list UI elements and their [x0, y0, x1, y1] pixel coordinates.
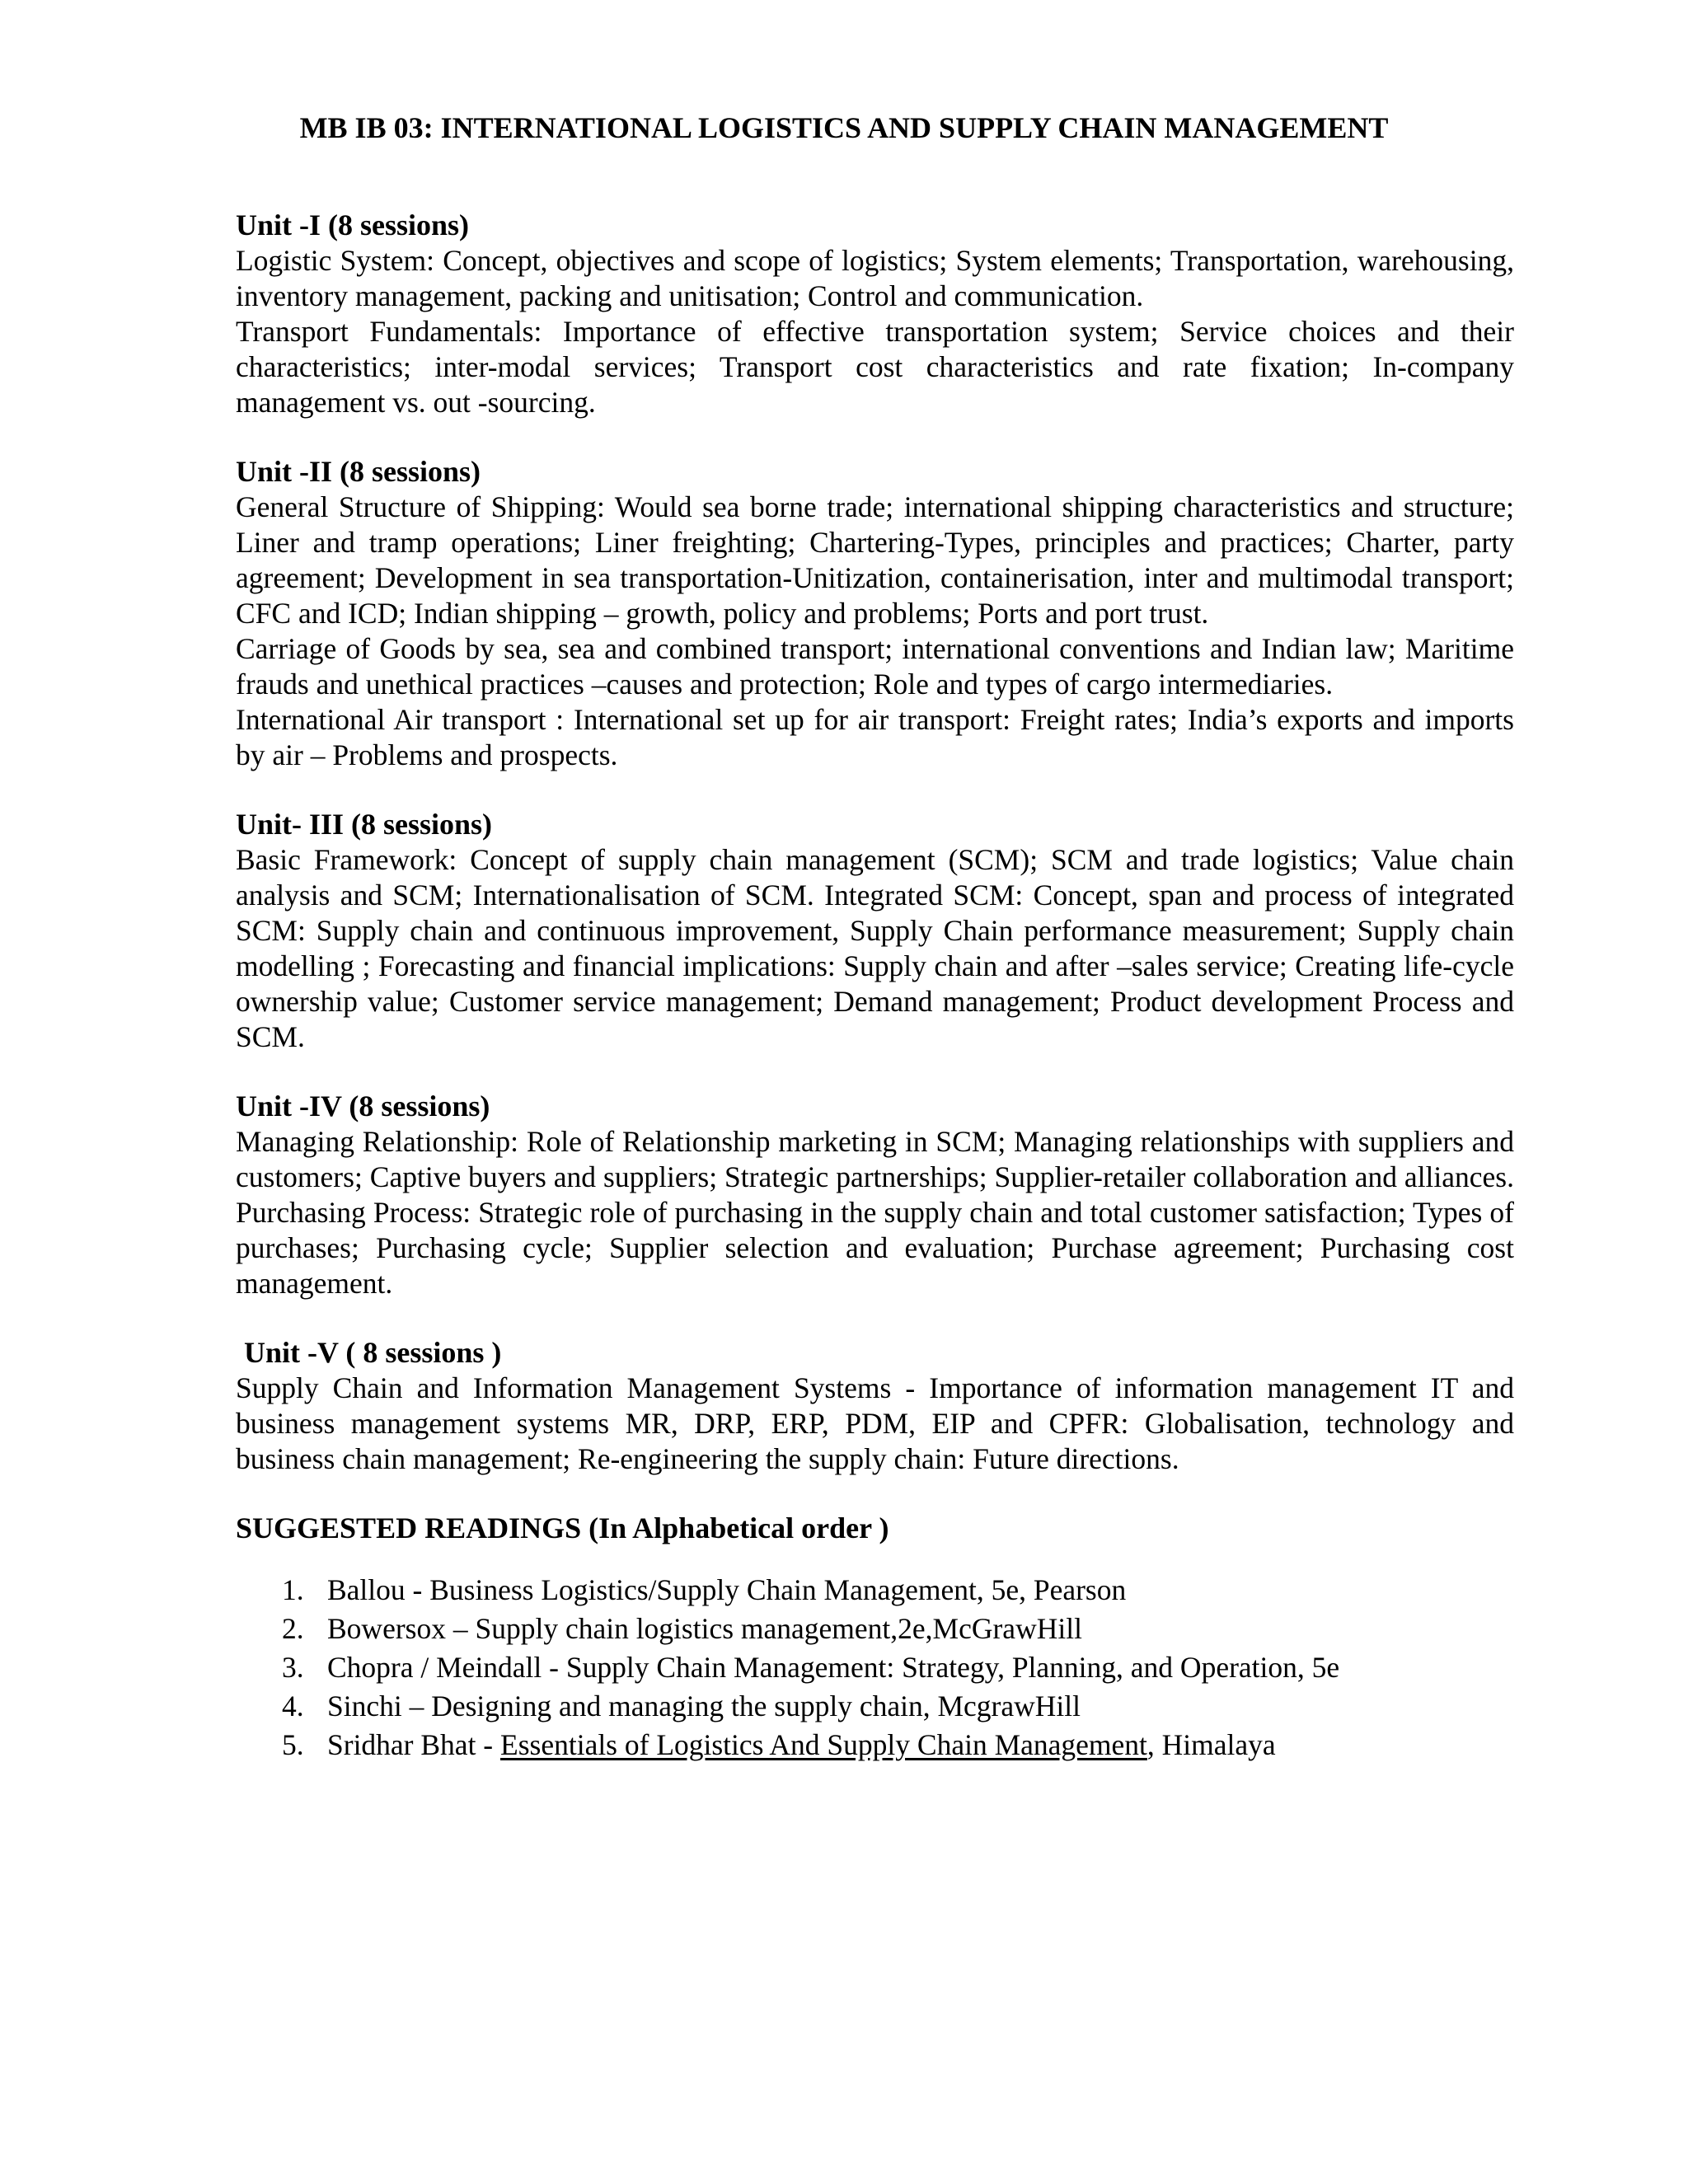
unit-paragraph: General Structure of Shipping: Would sea borne trade; international shipping characteristics and structure; Liner and tramp operations; Liner freighting; Chartering-Types, principles and practices; Charter, party agreement; Development in sea transportation-Unitization, containerisation, inter and multimodal transport; CFC and ICD; Indian shipping – growth, policy and problems; Ports and port trust.	[236, 490, 1514, 630]
readings-list	[236, 1572, 1514, 1763]
unit-heading: Unit- III (8 sessions)	[236, 808, 493, 841]
syllabus-body	[236, 208, 1514, 1766]
reading-book-title: Essentials of Logistics And Supply Chain Management	[500, 1728, 1147, 1761]
reading-item	[236, 1689, 1514, 1724]
unit-section	[236, 208, 1514, 420]
unit-paragraph: International Air transport : International set up for air transport: Freight rates; India’s exports and imports by air – Problems and prospects.	[236, 703, 1514, 771]
reading-number: 3.	[282, 1651, 304, 1684]
unit-paragraph: Transport Fundamentals: Importance of effective transportation system; Service choices and their characteristics; inter-modal services; Transport cost characteristics and rate fixation; In-company management vs. out -sourcing.	[236, 315, 1514, 419]
unit-paragraph: Logistic System: Concept, objectives and scope of logistics; System elements; Transportation, warehousing, inventory management, packing and unitisation; Control and communication.	[236, 244, 1514, 312]
unit-paragraph: Carriage of Goods by sea, sea and combined transport; international conventions and Indian law; Maritime frauds and unethical practices –causes and protection; Role and types of cargo intermediaries.	[236, 632, 1514, 701]
reading-author: Sridhar Bhat -	[327, 1728, 501, 1761]
reading-item	[236, 1650, 1514, 1685]
unit-section	[236, 807, 1514, 1055]
page-title: MB IB 03: INTERNATIONAL LOGISTICS AND SUPPLY CHAIN MANAGEMENT	[299, 111, 1389, 144]
reading-text: Sinchi – Designing and managing the supply chain, McgrawHill	[327, 1690, 1081, 1722]
unit-paragraph: Basic Framework: Concept of supply chain management (SCM); SCM and trade logistics; Value chain analysis and SCM; Internationalisation of SCM. Integrated SCM: Concept, span and process of integrated SCM: Supply chain and continuous improvement, Supply Chain performance measurement; Supply chain modelling ; Forecasting and financial implications: Supply chain and after –sales service; Creating life-cycle ownership value; Customer service management; Demand management; Product development Process and SCM.	[236, 843, 1514, 1053]
suggested-readings	[236, 1511, 1514, 1763]
unit-heading: Unit -II (8 sessions)	[236, 455, 481, 488]
reading-item	[236, 1572, 1514, 1608]
reading-text: Bowersox – Supply chain logistics management,2e,McGrawHill	[327, 1612, 1082, 1645]
reading-text: Ballou - Business Logistics/Supply Chain Management, 5e, Pearson	[327, 1573, 1127, 1606]
unit-heading: Unit -V ( 8 sessions )	[244, 1336, 502, 1369]
reading-text: Chopra / Meindall - Supply Chain Management: Strategy, Planning, and Operation, 5e	[327, 1651, 1340, 1684]
reading-number: 2.	[282, 1612, 304, 1645]
reading-number: 5.	[282, 1728, 304, 1761]
unit-heading: Unit -IV (8 sessions)	[236, 1090, 490, 1122]
unit-section	[236, 454, 1514, 773]
reading-number: 4.	[282, 1690, 304, 1722]
unit-paragraph: Managing Relationship: Role of Relationship marketing in SCM; Managing relationships with suppliers and customers; Captive buyers and suppliers; Strategic partnerships; Supplier-retailer collaboration and alliances. Purchasing Process: Strategic role of purchasing in the supply chain and total customer satisfaction; Types of purchases; Purchasing cycle; Supplier selection and evaluation; Purchase agreement; Purchasing cost management.	[236, 1125, 1514, 1300]
unit-heading: Unit -I (8 sessions)	[236, 209, 470, 241]
unit-paragraph: Supply Chain and Information Management Systems - Importance of information management IT and business management systems MR, DRP, ERP, PDM, EIP and CPFR: Globalisation, technology and business chain management; Re-engineering the supply chain: Future directions.	[236, 1371, 1514, 1475]
reading-item	[236, 1611, 1514, 1647]
unit-section	[236, 1335, 1514, 1477]
reading-number: 1.	[282, 1573, 304, 1606]
reading-publisher: , Himalaya	[1146, 1728, 1276, 1761]
unit-section	[236, 1089, 1514, 1301]
readings-heading: SUGGESTED READINGS (In Alphabetical order )	[236, 1511, 889, 1544]
reading-item	[236, 1727, 1514, 1763]
